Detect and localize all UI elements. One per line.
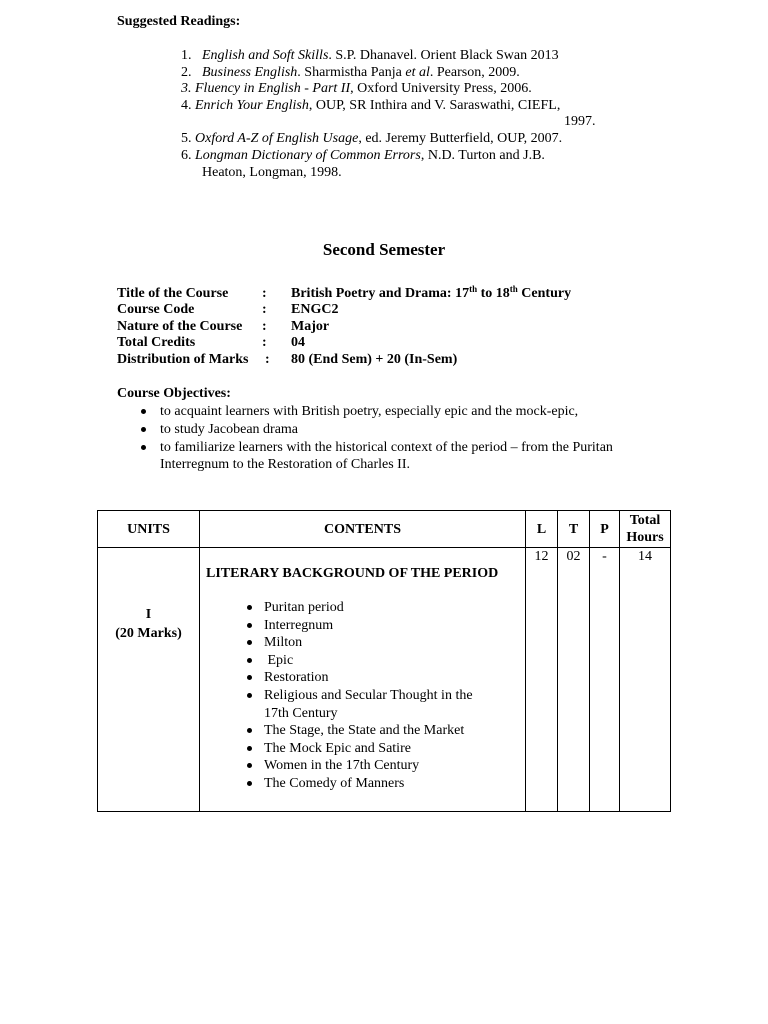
reading-item: 6. Longman Dictionary of Common Errors, N.D. Turton and J.B. [181,148,545,163]
list-item: The Stage, the State and the Market [200,722,500,740]
list-item: Religious and Secular Thought in the 17th Century [200,687,500,722]
list-item: Restoration [200,669,500,687]
contents-cell [200,548,526,812]
suggested-readings-heading: Suggested Readings: [117,14,241,29]
list-item: Epic [200,652,500,670]
colon: : [265,352,270,367]
reading-item: 5. Oxford A-Z of English Usage, ed. Jeremy Butterfield, OUP, 2007. [181,131,563,146]
colon: : [262,286,267,301]
colon: : [262,302,267,317]
syllabus-table [97,510,671,812]
contents-header: CONTENTS [200,511,526,548]
unit-heading: LITERARY BACKGROUND OF THE PERIOD [206,566,499,581]
total-credits-label: Total Credits [117,335,196,350]
total-hours: 14 [620,548,671,812]
course-nature-value: Major [291,319,330,334]
semester-title: Second Semester [322,240,446,259]
reading-item-continuation: Heaton, Longman, 1998. [202,165,342,180]
table-row [98,548,671,812]
unit-marks: (20 Marks) [115,626,182,641]
reading-item: 4. Enrich Your English, OUP, SR Inthira and V. Saraswathi, CIEFL, [181,98,561,113]
course-code-value: ENGC2 [291,302,339,317]
list-item: The Mock Epic and Satire [200,740,500,758]
objective-item: to acquaint learners with British poetry, especially epic and the mock-epic, [117,403,637,420]
reading-item: 2. Business English. Sharmistha Panja et al. Pearson, 2009. [181,65,520,80]
objective-item: to study Jacobean drama [117,421,637,438]
objective-item: to familiarize learners with the historical context of the period – from the Puritan Interregnum to the Restoration of Charles II. [117,439,637,473]
reading-item: 1. English and Soft Skills. S.P. Dhanavel. Orient Black Swan 2013 [181,48,559,63]
list-item: Interregnum [200,617,500,635]
units-header: UNITS [98,511,200,548]
colon: : [262,319,267,334]
tutorial-hours: 02 [558,548,590,812]
list-item: Women in the 17th Century [200,757,500,775]
tutorial-header: T [558,511,590,548]
reading-item: 3. Fluency in English - Part II, Oxford University Press, 2006. [181,81,532,96]
lecture-header: L [526,511,558,548]
course-objectives-heading: Course Objectives: [117,386,231,401]
course-title-label: Title of the Course [117,286,229,301]
list-item: Milton [200,634,500,652]
list-item: Puritan period [200,599,500,617]
list-item: The Comedy of Manners [200,775,500,793]
table-header-row [98,511,671,548]
total-credits-value: 04 [291,335,305,350]
marks-distribution-label: Distribution of Marks [117,352,249,367]
course-objectives-list [117,403,637,474]
lecture-hours: 12 [526,548,558,812]
practical-hours: - [590,548,620,812]
reading-item-continuation: 1997. [564,114,596,129]
practical-header: P [590,511,620,548]
topics-list [200,599,500,793]
course-title-value: British Poetry and Drama: 17th to 18th Century [291,284,572,301]
unit-number: I [145,607,152,622]
colon: : [262,335,267,350]
marks-distribution-value: 80 (End Sem) + 20 (In-Sem) [291,352,458,367]
course-nature-label: Nature of the Course [117,319,243,334]
unit-cell [98,548,200,812]
total-hours-header: Total Hours [620,511,671,548]
course-code-label: Course Code [117,302,195,317]
